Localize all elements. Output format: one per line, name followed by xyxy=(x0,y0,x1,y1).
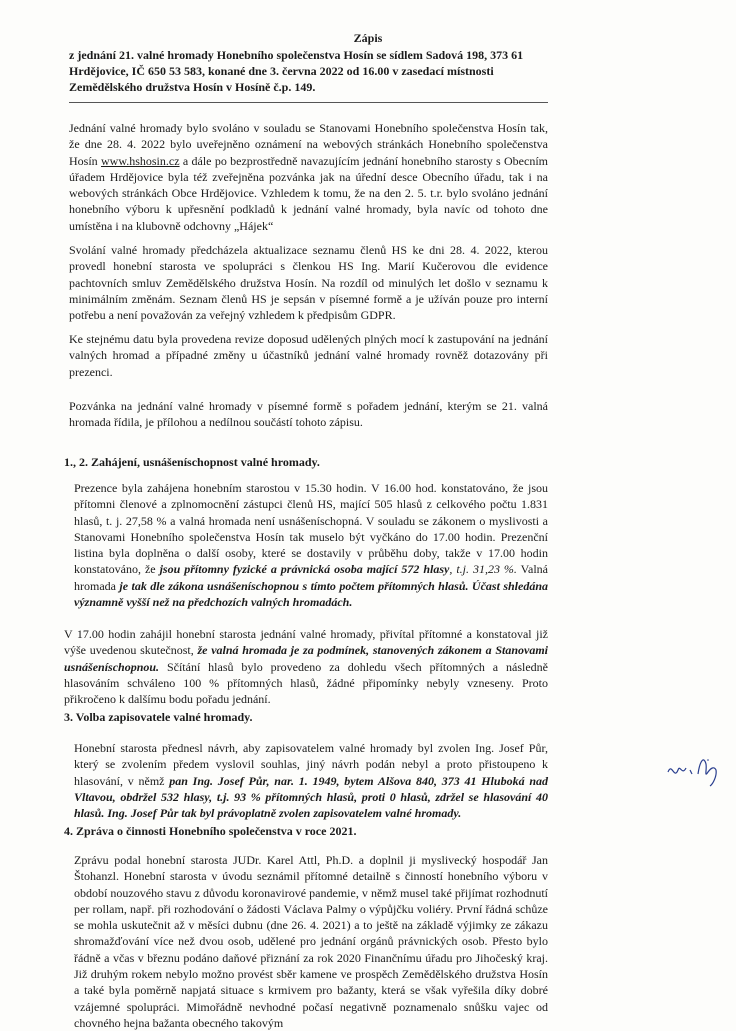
intro-paragraph-1: Jednání valné hromady bylo svoláno v souladu se Stanovami Honebního společenstva Hosín tak, že dne 28. 4. 2022 bylo uveřejněno oznámení na webových stránkách Honebního společenstva Hosín www.hshosin.cz a dále po bezprostředně navazujícím jednání honebního starosty s Obecním úřadem Hrdějovice byla též zveřejněna pozvánka jak na úřední desce Obecního úřadu, tak i na webových stránkách Obce Hrdějovice. Vzhledem k tomu, že na den 2. 5. t.r. bylo svoláno jednání honebního výboru k upřesnění podkladů k jednání valné hromady, byla navíc od tohoto dne umístěna i na klubovně odchovny „Hájek“ xyxy=(69,121,548,233)
website-link[interactable]: www.hshosin.cz xyxy=(101,153,180,168)
document-title: Zápis xyxy=(353,31,383,45)
section-4-heading: 4. Zpráva o činnosti Honebního společenstva v roce 2021. xyxy=(64,824,357,838)
section-3-heading: 3. Volba zapisovatele valné hromady. xyxy=(64,710,253,724)
section-1-paragraph-2: V 17.00 hodin zahájil honební starosta jednání valné hromady, přivítal přítomné a konstatoval již výše uvedenou skutečnost, že valná hromada je za podmínek, stanovených zákonem a Stanovami usnášeníschopnou. Sčítání hlasů bylo provedeno za dohledu všech přítomných a následně hlasováním schváleno 100 % přítomných hlasů, žádné připomínky nebyly vzneseny. Proto přikročeno k dalšímu bodu pořadu jednání. xyxy=(64,627,549,707)
section-3-paragraph-1: Honební starosta přednesl návrh, aby zapisovatelem valné hromady byl zvolen Ing. Josef Půr, který se zvolením předem vyslovil souhlas, jiný návrh podán nebyl a proto přistoupeno k hlasování, v němž pan Ing. Josef Půr, nar. 1. 1949, bytem Alšova 840, 373 41 Hluboká nad Vltavou, obdržel 532 hlasy, t.j. 93 % přítomných hlasů, proti 0 hlasů, zdržel se hlasování 40 hlasů. Ing. Josef Půr tak byl právoplatně zvolen zapisovatelem valné hromady. xyxy=(74,741,548,821)
header-divider xyxy=(69,102,548,103)
section-1-paragraph-1: Prezence byla zahájena honebním starostou v 15.30 hodin. V 16.00 hod. konstatováno, že jsou přítomni členové a zplnomocnění zástupci členů HS, mající 505 hlasů z celkového počtu 1.831 hlasů, t. j. 27,58 % a valná hromada není usnášeníschopná. V souladu se zákonem o myslivosti a Stanovami Honebního společenstva Hosín tak muselo být vyčkáno do 17.00 hodin. Prezenční listina byla doplněna o další osoby, které se dostavily v průběhu doby, takže v 17.00 hodin konstatováno, že jsou přítomny fyzické a právnická osoba mající 572 hlasy, t.j. 31,23 %. Valná hromada je tak dle zákona usnášeníschopnou s tímto počtem přítomných hlasů. Účast shledána významně vyšší než na předchozích valných hromadách. xyxy=(74,481,549,610)
section-1-heading: 1., 2. Zahájení, usnášeníschopnost valné hromady. xyxy=(64,455,320,469)
section-4-paragraph-1: Zprávu podal honební starosta JUDr. Karel Attl, Ph.D. a doplnil ji myslivecký hospodář Jan Štohanzl. Honební starosta v úvodu seznámil přítomné detailně s činností honebního výboru v období nouzového stavu z důvodu koronavirové pandemie, v němž musel také přijímat rozhodnutí per rollam, např. při rozhodování o žádosti Václava Palmy o výpůjčku voliéry. První řádná schůze se mohla uskutečnit až v měsíci dubnu (dne 26. 4. 2021) a to ještě na základě výjimky ze zákazu shromažďování více než dvou osob, udělené pro jednání orgánů právnických osob. Přesto bylo řádně a včas v březnu podáno daňové přiznání za rok 2020 Finančnímu úřadu pro Jihočeský kraj. Již druhým rokem nebylo možno provést sběr kamene ve prospěch Zemědělského družstva Hosín a také byla poměrně napjatá situace s krmivem pro bažanty, která se však vyřešila díky dobré vzájemné spolupráci. Mimořádně nevhodné počasí negativně poznamenalo snůšku vajec od chovného hejna bažanta obecného takovým xyxy=(74,853,548,1030)
intro-paragraph-3: Ke stejnému datu byla provedena revize doposud udělených plných mocí k zastupování na jednání valných hromad a případné změny u účastníků jednání valné hromady rovněž dotazovány při prezenci. xyxy=(69,332,548,379)
intro-paragraph-2: Svolání valné hromady předcházela aktualizace seznamu členů HS ke dni 28. 4. 2022, kterou provedl honební starosta ve spolupráci s členkou HS Ing. Marií Kučerovou dle evidence pachtovních smluv Zemědělského družstva Hosín. Na rozdíl od minulých let došlo v seznamu k minimálním změnám. Seznam členů HS je sepsán v písemné formě a je užíván pouze pro interní potřebu a není považován za veřejný vzhledem k předpisům GDPR. xyxy=(69,243,548,323)
document-subtitle: z jednání 21. valné hromady Honebního společenstva Hosín se sídlem Sadová 198, 373 61 Hrdějovice, IČ 650 53 583, konané dne 3. června 2022 od 16.00 v zasedací místnosti Zemědělského družstva Hosín v Hosíně č.p. 149. xyxy=(69,48,524,94)
handwritten-signature xyxy=(664,750,724,790)
intro-paragraph-4: Pozvánka na jednání valné hromady v písemné formě s pořadem jednání, kterým se 21. valná hromada řídila, je přílohou a nedílnou součástí tohoto zápisu. xyxy=(69,399,548,430)
